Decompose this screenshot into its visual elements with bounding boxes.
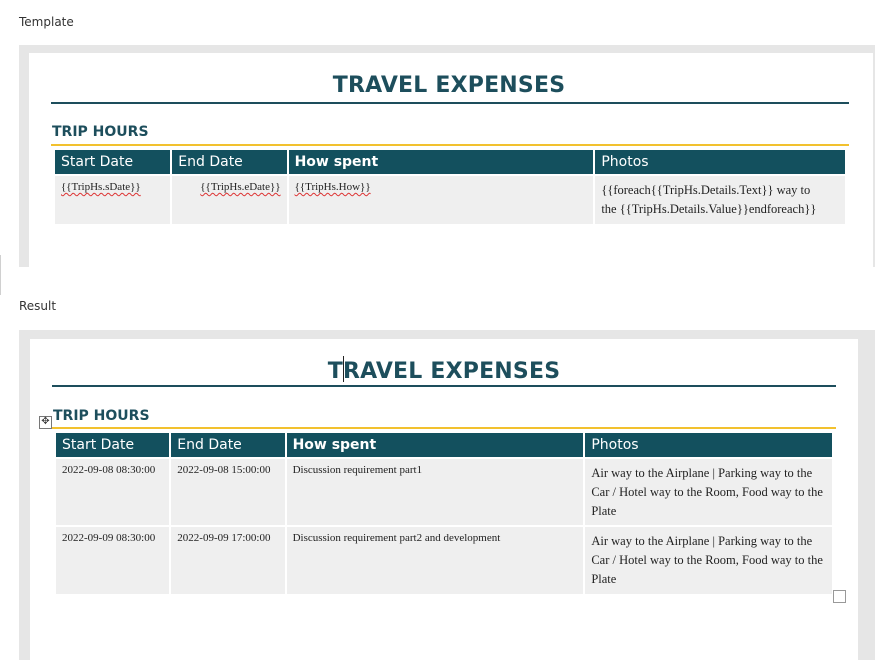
move-arrows-icon[interactable]: ✥: [39, 416, 52, 429]
heading-rule: [52, 427, 836, 429]
template-section-label: Template: [19, 15, 74, 29]
header-how-spent: How spent: [289, 150, 594, 174]
template-field-how-spent: {{TripHs.How}}: [294, 181, 371, 193]
heading-rule: [51, 144, 849, 146]
template-table: [53, 148, 847, 226]
header-photos: Photos: [585, 433, 832, 457]
cell-start-date[interactable]: [55, 176, 170, 224]
cell-how-spent[interactable]: Discussion requirement part2 and development: [287, 527, 584, 593]
template-photos-line1: {{foreach{{TripHs.Details.Text}} way to: [601, 183, 811, 197]
cell-photos[interactable]: [595, 176, 845, 224]
document-title: TRAVEL EXPENSES: [327, 359, 561, 384]
table-header-row: [55, 150, 845, 174]
table-header-row: [56, 433, 832, 457]
title-rule: [52, 385, 836, 387]
cell-photos[interactable]: Air way to the Airplane | Parking way to the Car / Hotel way to the Room, Food way to the Plate: [585, 527, 832, 593]
header-photos: Photos: [595, 150, 845, 174]
header-end-date: End Date: [172, 150, 286, 174]
template-photos-line2: the {{TripHs.Details.Value}}endforeach}}: [601, 201, 817, 216]
cell-how-spent[interactable]: Discussion requirement part1: [287, 459, 584, 525]
cell-end-date[interactable]: 2022-09-08 15:00:00: [171, 459, 284, 525]
template-document-frame: [19, 45, 875, 267]
result-page[interactable]: [30, 339, 858, 660]
header-end-date: End Date: [171, 433, 284, 457]
header-start-date: Start Date: [56, 433, 169, 457]
template-field-start-date: {{TripHs.sDate}}: [61, 181, 141, 193]
result-section-label: Result: [19, 299, 57, 313]
table-row: [56, 527, 832, 593]
table-row: [55, 176, 845, 224]
section-heading: TRIP HOURS: [53, 408, 150, 424]
result-document-frame: [19, 330, 875, 660]
template-field-end-date: {{TripHs.eDate}}: [200, 181, 281, 193]
cell-end-date[interactable]: 2022-09-09 17:00:00: [171, 527, 284, 593]
result-table: [54, 431, 834, 596]
template-page[interactable]: [29, 53, 873, 267]
table-row: [56, 459, 832, 525]
cell-photos[interactable]: Air way to the Airplane | Parking way to the Car / Hotel way to the Room, Food way to the Plate: [585, 459, 832, 525]
cell-how-spent[interactable]: [289, 176, 594, 224]
header-start-date: Start Date: [55, 150, 170, 174]
resize-square-icon[interactable]: [833, 590, 846, 603]
title-rule: [51, 102, 849, 104]
cell-end-date[interactable]: [172, 176, 286, 224]
document-title: TRAVEL EXPENSES: [332, 73, 566, 98]
section-heading: TRIP HOURS: [52, 124, 149, 140]
cell-start-date[interactable]: 2022-09-09 08:30:00: [56, 527, 169, 593]
header-how-spent: How spent: [287, 433, 584, 457]
cell-start-date[interactable]: 2022-09-08 08:30:00: [56, 459, 169, 525]
scroll-divider: [0, 255, 1, 295]
